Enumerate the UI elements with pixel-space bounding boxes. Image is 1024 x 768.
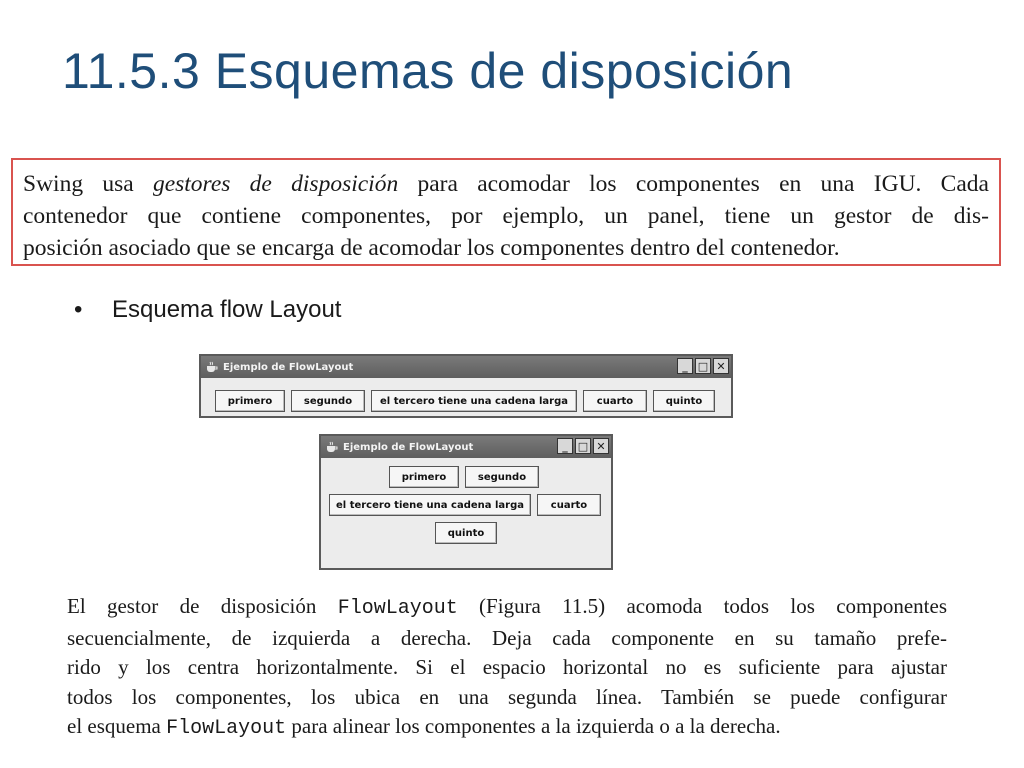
button-primero[interactable]: primero — [215, 390, 285, 412]
maximize-icon[interactable]: □ — [575, 438, 591, 454]
window-title: Ejemplo de FlowLayout — [343, 441, 474, 453]
slide-title: 11.5.3 Esquemas de disposición — [62, 43, 794, 99]
button-segundo[interactable]: segundo — [291, 390, 365, 412]
button-tercero[interactable]: el tercero tiene una cadena larga — [371, 390, 577, 412]
window-title: Ejemplo de FlowLayout — [223, 361, 354, 373]
java-cup-icon — [325, 441, 339, 453]
book-excerpt-box — [11, 158, 1001, 266]
description-line-4: todos los componentes, los ubica en una segunda línea. También se puede configurar — [67, 684, 947, 709]
close-icon[interactable]: ✕ — [593, 438, 609, 454]
button-quinto[interactable]: quinto — [435, 522, 497, 544]
flowlayout-window-wide — [199, 354, 733, 418]
window-titlebar — [201, 356, 731, 378]
flowlayout-window-narrow — [319, 434, 613, 570]
excerpt-line-2: contenedor que contiene componentes, por ejemplo, un panel, tiene un gestor de dis- — [23, 203, 989, 229]
button-primero[interactable]: primero — [389, 466, 459, 488]
excerpt-line-3: posición asociado que se encarga de acomodar los componentes dentro del contenedor. — [23, 235, 840, 261]
flowlayout-figure — [153, 350, 747, 588]
bullet-item — [74, 296, 341, 324]
button-segundo[interactable]: segundo — [465, 466, 539, 488]
description-line-2: secuencialmente, de izquierda a derecha. Deja cada componente en su tamaño prefe- — [67, 625, 947, 650]
button-cuarto[interactable]: cuarto — [583, 390, 647, 412]
description-line-5: el esquema FlowLayout para alinear los componentes a la izquierda o a la derecha. — [67, 714, 781, 740]
description-line-3: rido y los centra horizontalmente. Si el espacio horizontal no es suficiente para ajustar — [67, 655, 947, 679]
button-cuarto[interactable]: cuarto — [537, 494, 601, 516]
bullet-icon: • — [74, 296, 83, 323]
java-cup-icon — [205, 361, 219, 373]
button-tercero[interactable]: el tercero tiene una cadena larga — [329, 494, 531, 516]
bullet-text: Esquema flow Layout — [112, 296, 342, 323]
close-icon[interactable]: ✕ — [713, 358, 729, 374]
maximize-icon[interactable]: □ — [695, 358, 711, 374]
minimize-icon[interactable]: _ — [677, 358, 693, 374]
button-quinto[interactable]: quinto — [653, 390, 715, 412]
window-titlebar — [321, 436, 611, 458]
description-line-1: El gestor de disposición FlowLayout (Figura 11.5) acomoda todos los componentes — [67, 594, 947, 620]
flowlayout-description — [67, 592, 947, 744]
excerpt-line-1: Swing usa gestores de disposición para acomodar los componentes en una IGU. Cada — [23, 171, 989, 197]
minimize-icon[interactable]: _ — [557, 438, 573, 454]
